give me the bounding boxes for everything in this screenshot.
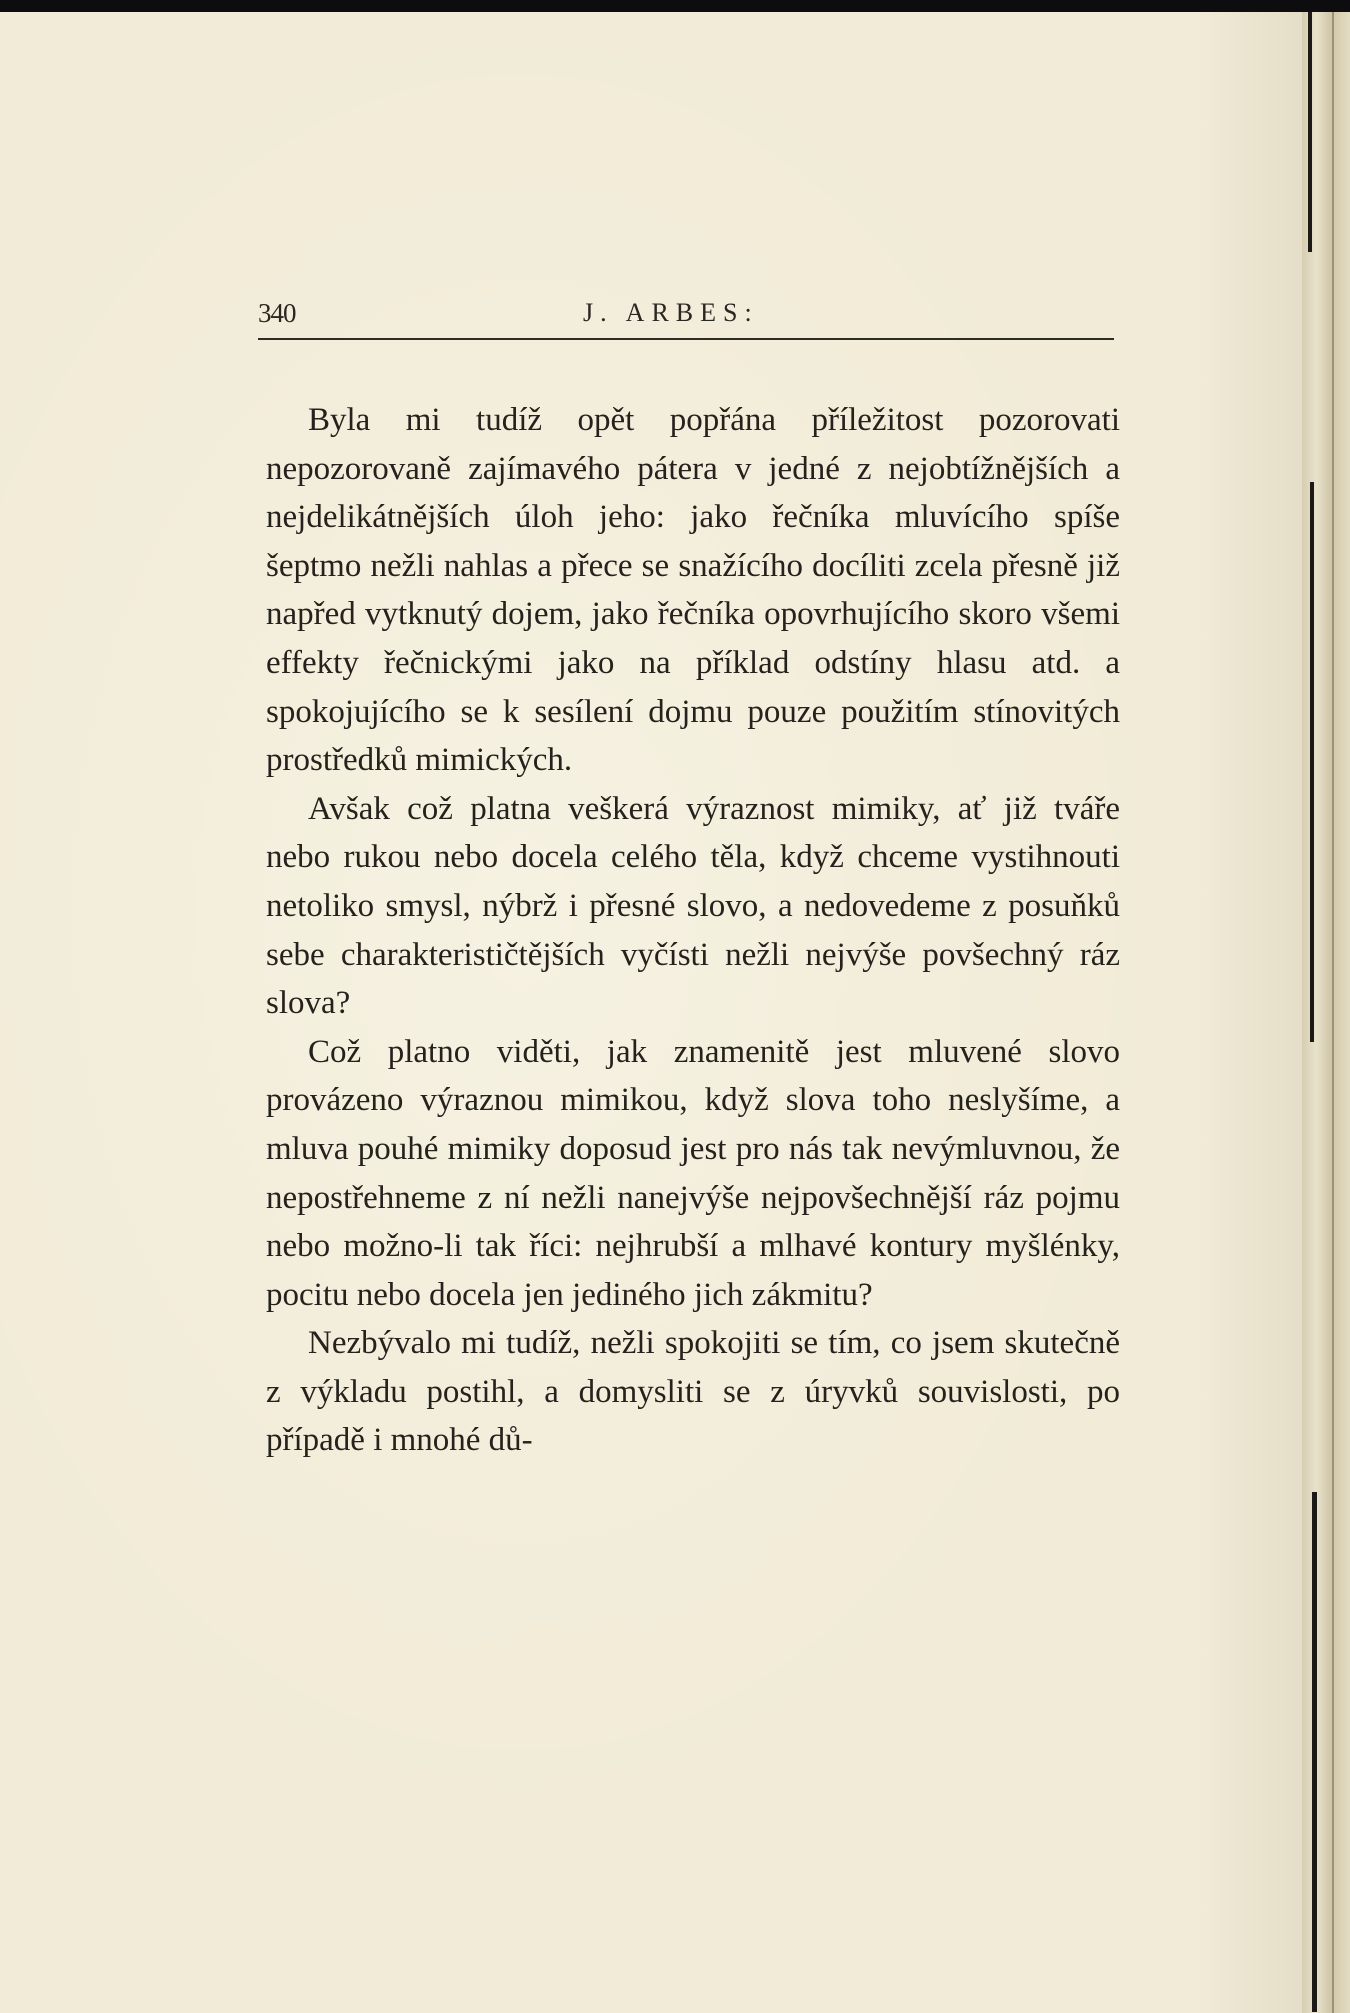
running-head: [258, 296, 1114, 342]
paragraph: Avšak což platna veškerá výraznost mimiky, ať již tváře nebo rukou nebo docela celého těla, když chceme vystihnouti netoliko smysl, nýbrž i přesné slovo, a nedovedeme z posuňků sebe charakterističtějších vyčísti nežli nejvýše povšechný ráz slova?: [266, 790, 1120, 1022]
edge-shadow-line: [1308, 12, 1312, 252]
edge-shadow-line: [1312, 1492, 1317, 2012]
page-stack-edge: [1302, 12, 1350, 2013]
header-rule: [258, 338, 1114, 340]
running-head-author: J. ARBES:: [583, 298, 759, 327]
paragraph: Což platno viděti, jak znamenitě jest mluvené slovo provázeno výraznou mimikou, když slova toho neslyšíme, a mluva pouhé mimiky doposud jest pro nás tak nevýmluvnou, že nepostřehneme z ní nežli nanejvýše nejpovšechnější ráz pojmu nebo možno-li tak říci: nejhrubší a mlhavé kontury myšlénky, pocitu nebo docela jen jediného jich zákmitu?: [266, 1033, 1120, 1313]
edge-shadow-line: [1332, 12, 1334, 2013]
page-number: 340: [258, 298, 296, 328]
edge-shadow-line: [1310, 482, 1314, 1042]
paragraph: Byla mi tudíž opět popřána příležitost pozorovati nepozorovaně zajímavého pátera v jedné z nejobtížnějších a nejdelikátnějších úloh jeho: jako řečníka mluvícího spíše šeptmo nežli nahlas a přece se snažícího docíliti zcela přesně již napřed vytknutý dojem, jako řečníka opovrhujícího skoro všemi effekty řečnickými jako na příklad odstíny hlasu atd. a spokojujícího se k sesílení dojmu pouze použitím stínovitých prostředků mimických.: [266, 402, 1120, 779]
body-text: [266, 396, 1120, 1465]
paragraph: Nezbývalo mi tudíž, nežli spokojiti se tím, co jsem skutečně z výkladu postihl, a domysliti se z úryvků souvislosti, po případě i mnohé dů-: [266, 1325, 1120, 1459]
